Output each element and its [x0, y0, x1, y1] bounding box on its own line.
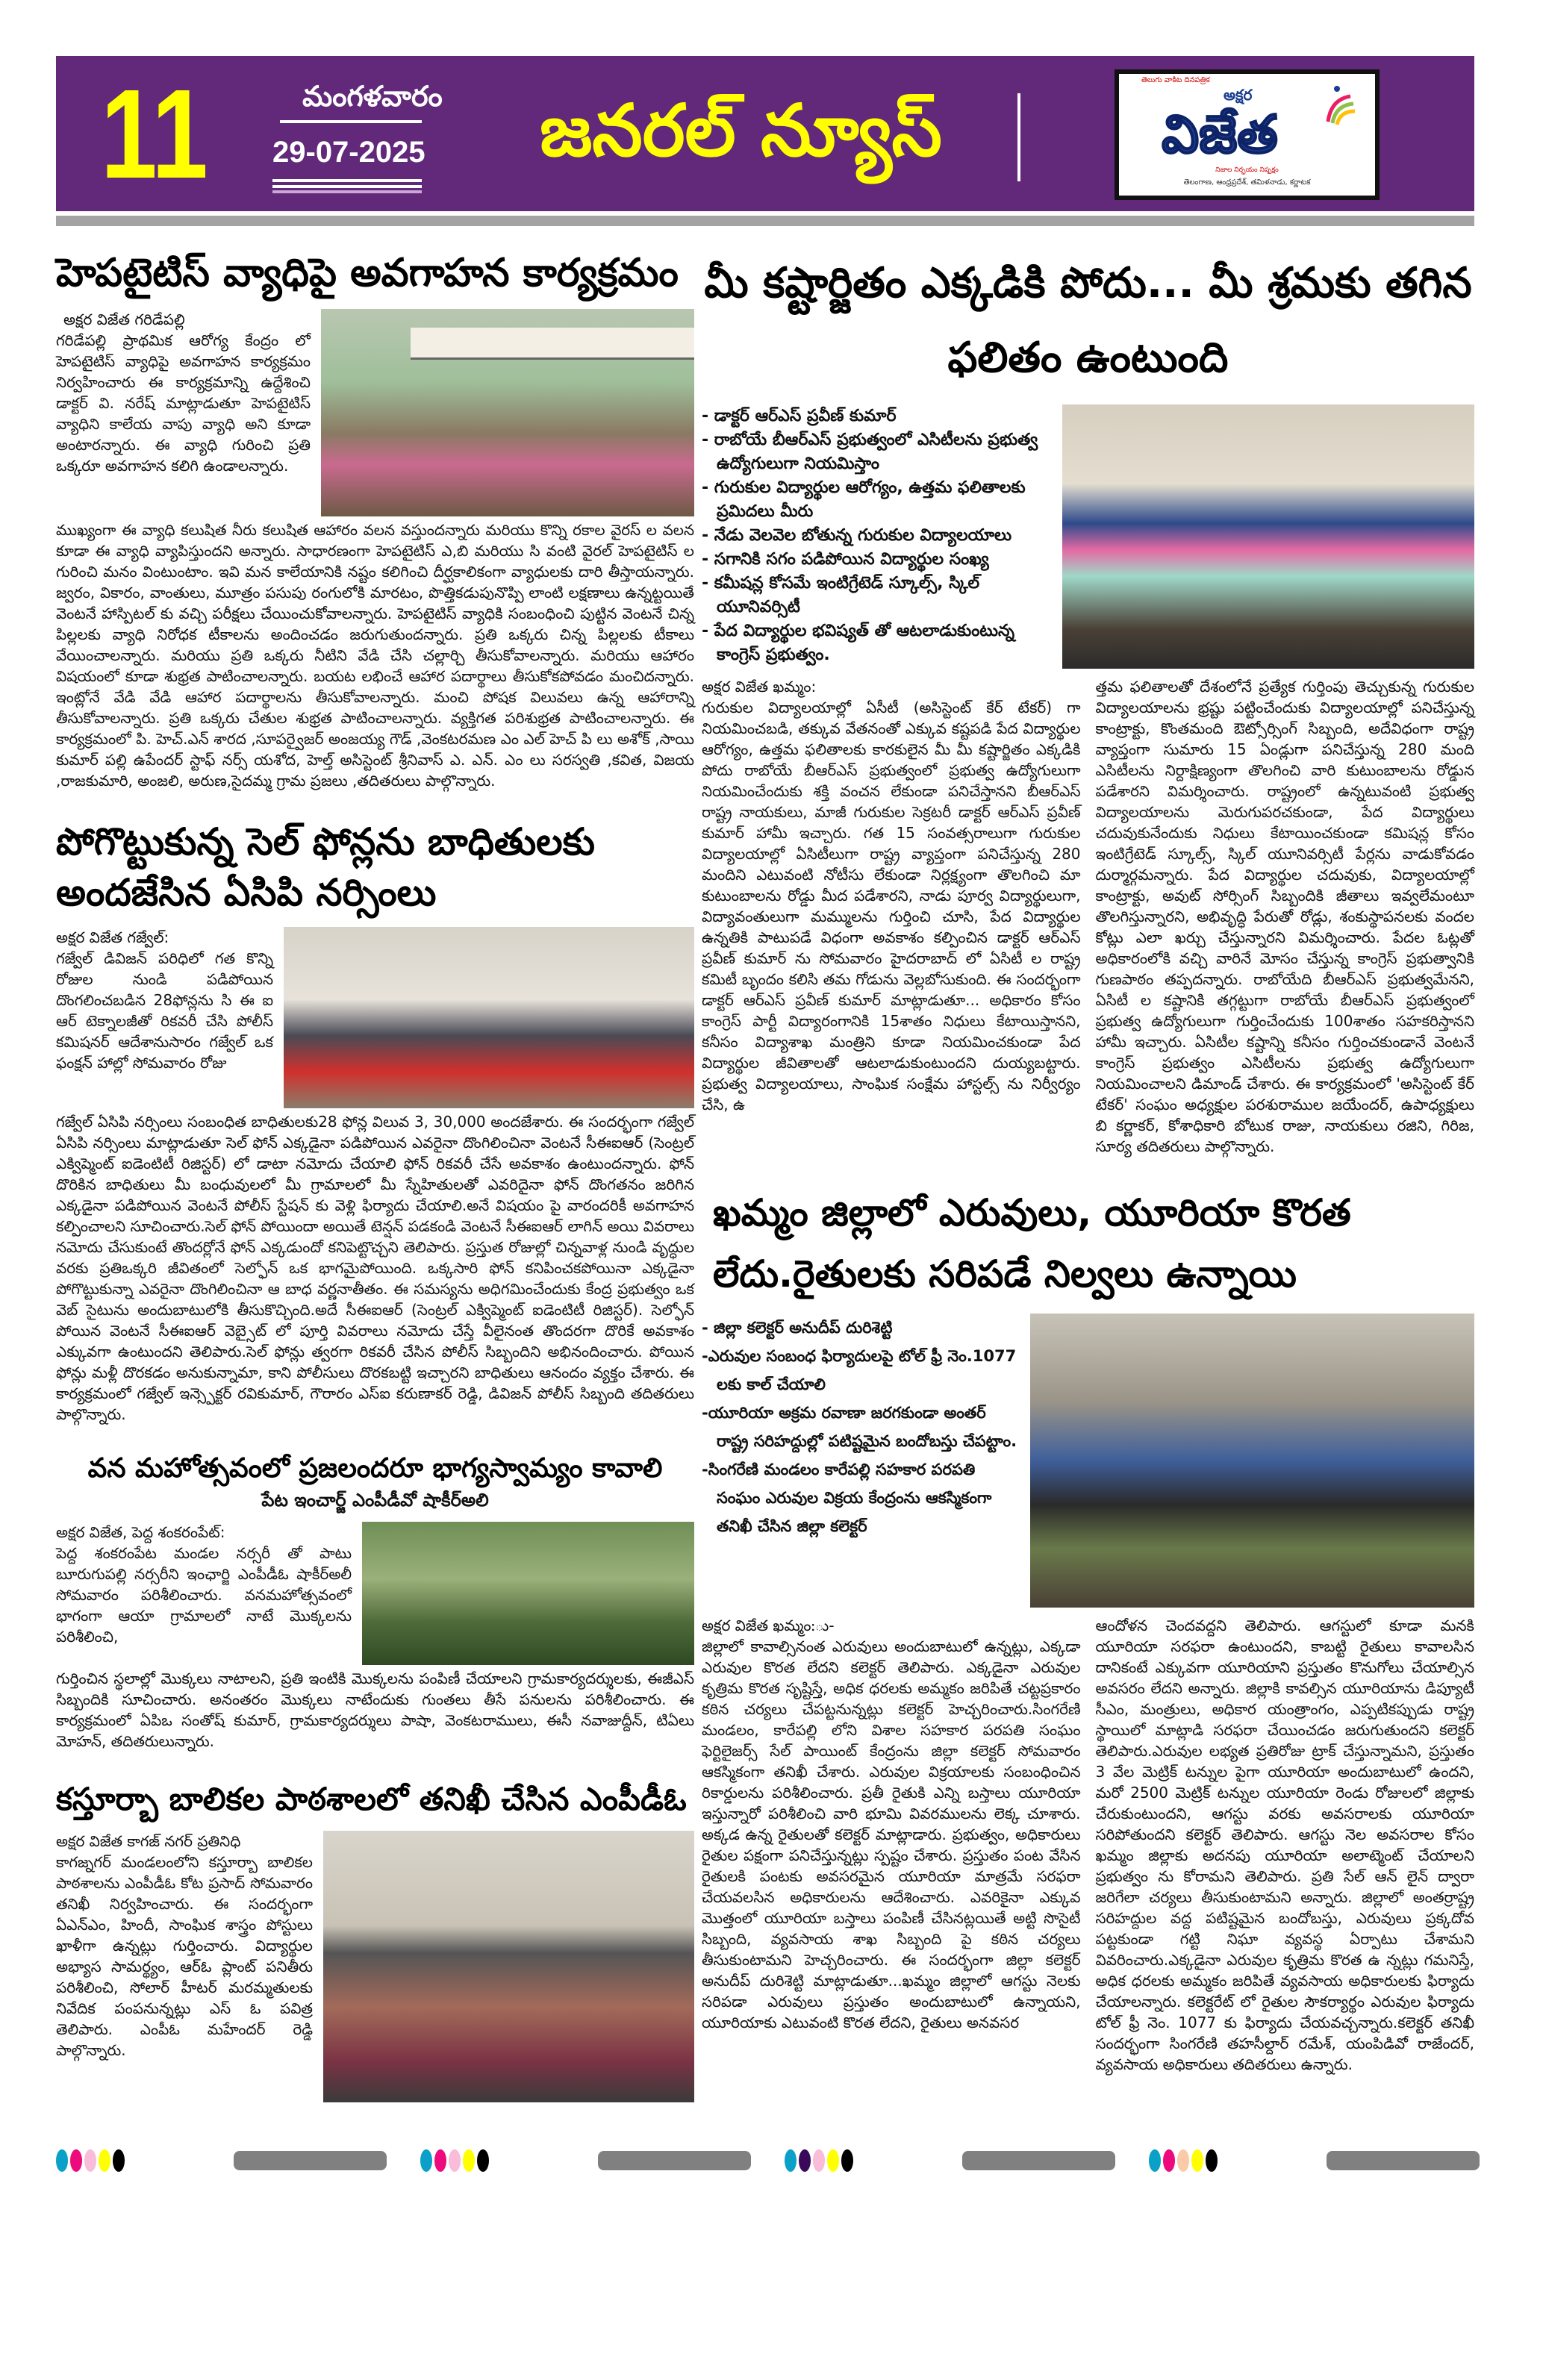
- article-photo: [1030, 1314, 1474, 1608]
- article-lead-row: [702, 1314, 1474, 1608]
- article-body: గుర్తించిన స్థలాల్లో మొక్కలు నాటాలని, ప్రతి ఇంటికి మొక్కలను పంపిణీ చేయాలని గ్రామకార్యదర్శులకు, ఈజీఎస్ సిబ్బందికి సూచించారు. అనంతరం మొక్కలు నాటేందుకు గుంతలు తీసే పనులను పరిశీలించారు. ఈ కార్యక్రమంలో ఏపిఒ సంతోష్ కుమార్, గ్రామకార్యదర్శులు పాషా, వెంకటరాములు, ఈసీ నవాజుద్దీన్, టిఏలు మోహన్, తదితరులున్నారు.: [56, 1670, 694, 1750]
- lead-text: గరిడేపల్లి ప్రాథమిక ఆరోగ్య కేంద్రం లో హెపటైటిస్ వ్యాధిపై అవగాహన కార్యక్రమం నిర్వహించారు ఈ కార్యక్రమాన్ని ఉద్దేశించి డాక్టర్ వి. నరేష్ మాట్లాడుతూ హెపటైటిస్ వ్యాధిని కాలేయ వాపు వ్యాధి అని కూడా అంటారన్నారు. ఈ వ్యాధి గురించి ప్రతి ఒక్కరూ అవగాహన కలిగి ఉండాలన్నారు.: [56, 331, 311, 475]
- dateline: అక్షర విజేత గజ్వేల్:: [56, 928, 169, 946]
- registration-dot: [1149, 2149, 1161, 2172]
- registration-bar: [962, 2151, 1115, 2170]
- section-title: జనరల్ న్యూస్: [540, 89, 942, 172]
- article-gurukul: [702, 246, 1474, 1157]
- body-text: గురుకుల విద్యాలయాల్లో ఏసీటీ (అసిస్టెంట్ కేర్ టేకర్) గా నియమించబడి, తక్కువ వేతనంతో ఎక్కువ కష్టపడి పేద విద్యార్థుల ఆరోగ్యం, ఉత్తమ ఫలితాలకు కారకులైన మీ మీ కష్టార్జితం ఎక్కడికి పోదు రాబోయే బీఆర్ఎస్ ప్రభుత్వంలో ప్రభుత్వ ఉద్యోగులుగా నియమించేందుకు శక్తి వంచన లేకుండా పనిచేస్తానని బీఆర్ఎస్ రాష్ట్ర నాయకులు, మాజీ గురుకుల సెక్రటరీ డాక్టర్ ఆర్ఎస్ ప్రవీణ్ కుమార్ హామీ ఇచ్చారు. గత 15 సంవత్సరాలుగా గురుకుల విద్యాలయాల్లో ఏసిటీలుగా రాష్ట్ర వ్యాప్తంగా పనిచేస్తున్న 280 మందిని ఎటువంటి నోటీసు లేకుండా నిర్లక్ష్యంగా తొలగించి మా కుటుంబాలను రోడ్డు మీద పడేశారని, నాడు పూర్వ విద్యార్థులుగా, విద్యావంతులుగా మమ్ములను గుర్తించి చూసి, పేద విద్యార్థుల ఉన్నతికి పాటుపడే విధంగా అవకాశం కల్పించిన డాక్టర్ ఆర్ఎస్ ప్రవీణ్ కుమార్ ను సోమవారం హైదరాబాద్ లో ఏసిటీ ల రాష్ట్ర కమిటీ బృందం కలిసి తమ గోడును వెల్లబోసుకుంది. ఈ సందర్భంగా డాక్టర్ ఆర్ఎస్ ప్రవీణ్ కుమార్ మాట్లాడుతూ... అధికారం కోసం కాంగ్రెస్ పార్టీ విద్యారంగానికి 15శాతం నిధులు కేటాయిస్తానని, కనీసం విద్యాశాఖ మంత్రిని కూడా నియమించకుండా పేద విద్యార్థుల జీవితాలతో ఆటలాడుకుంటుందని దుయ్యబట్టారు. ప్రభుత్వ విద్యాలయాలు, సాంఘిక సంక్షేమ హాస్టల్స్ ను నిర్వీర్యం చేసి, ఉ: [702, 699, 1081, 1114]
- highlight-item: -యూరియా అక్రమ రవాణా జరగకుండా అంతర్ రాష్ట్ర సరిహద్దుల్లో పటిష్టమైన బందోబస్తు చేపట్టాం.: [702, 1404, 1017, 1450]
- logo-brand-small: అక్షర: [1224, 86, 1253, 104]
- article-lead-row: [56, 927, 694, 1108]
- article-subhead: పేట ఇంచార్జ్ ఎంపీడీవో షాకీర్అలి: [261, 1490, 489, 1511]
- article-body-col2: త్తమ ఫలితాలతో దేశంలోనే ప్రత్యేక గుర్తింపు తెచ్చుకున్న గురుకుల విద్యాలయాలను భ్రష్టు పట్టించేందుకు విద్యాలయాల్లో పనిచేస్తున్న కాంట్రాక్టు, కొంతమంది ఔట్సోర్సింగ్ సిబ్బంది, అదేవిధంగా రాష్ట్ర వ్యాప్తంగా సుమారు 15 ఏండ్లుగా పనిచేస్తున్న 280 మంది ఎసిటీలను నిర్దాక్షిణ్యంగా తొలగించి వారి కుటుంబాలను రోడ్డున పడేశారని విమర్శించారు. రాష్ట్రంలో ఉన్నటువంటి ప్రభుత్వ విద్యాలయాలను మెరుగుపరచకుండా, పేద విద్యార్థులు చదువుకునేందుకు నిధులు కేటాయించకుండా కమిషన్ల కోసం ఇంటిగ్రేటెడ్ స్కూల్స్, స్కిల్ యూనివర్సిటీ పేర్లను వాడుకోవడం దుర్మార్గమన్నారు. పేద విద్యార్థుల చదువుకు, విద్యాలయాల్లో కాంట్రాక్టు, అవుట్ సోర్సింగ్ సిబ్బందికి జీతాలు ఇవ్వలేమంటూ తొలగిస్తున్నారని, అభివృద్ధి పేరుతో రోడ్లు, శంకుస్థాపనలకు వందల కోట్లు ఎలా ఖర్చు చేస్తున్నారని విమర్శించారు. పేదల ఓట్లతో అధికారంలోకి వచ్చి వారినే మోసం చేస్తున్న కాంగ్రెస్ ప్రభుత్వానికి గుణపాఠం తప్పదన్నారు. రాబోయేది బీఆర్ఎస్ ప్రభుత్వమేనని, ఏసిటీ ల కష్టానికి తగ్గట్టుగా రాబోయే బీఆర్ఎస్ ప్రభుత్వంలో ప్రభుత్వ ఉద్యోగులుగా గుర్తించేందుకు 100శాతం సహకరిస్తానని హామీ ఇచ్చారు. ఏసిటీల కష్టాన్ని కనీసం గుర్తించకుండానే వెంటనే కాంగ్రెస్ ప్రభుత్వం ఎసిటీలను ప్రభుత్వ ఉద్యోగులుగా నియమించాలని డిమాండ్ చేశారు. ఈ కార్యక్రమంలో 'అసిస్టెంట్ కేర్ టేకర్' సంఘం అధ్యక్షుల పరశురాముల జయేందర్, ఉపాధ్యక్షులు బి కర్ణాకర్, కోశాధికారి బోటుక రాజు, నాయకులు రజిని, గిరిజ, సూర్య తదితరులు పాల్గొన్నారు.: [1095, 678, 1474, 1155]
- highlight-item: - సగానికి సగం పడిపోయిన విద్యార్థుల సంఖ్య: [702, 550, 989, 569]
- registration-dot: [1191, 2149, 1203, 2172]
- article-vanamahotsavam: [56, 1450, 694, 1752]
- article-fertilizer: [702, 1182, 1474, 2075]
- highlight-item: - జిల్లా కలెక్టర్ అనుదీప్ దురిశెట్టి: [702, 1319, 893, 1337]
- article-photo: [362, 1522, 694, 1665]
- body-text: కాగజ్నగర్ మండలంలోని కస్తూర్బా బాలికల పాఠశాలను ఎంపీడీఓ కోట ప్రసాద్ సోమవారం తనిఖీ నిర్వహించారు. ఈ సందర్భంగా ఏఎన్ఎం, హిందీ, సాంఘిక శాస్త్రం పోస్టులు ఖాళీగా ఉన్నట్లు గుర్తించారు. విద్యార్థుల అభ్యాస సామర్థ్యం, ఆర్ఓ ప్లాంట్ పనితీరు పరిశీలించి, సోలార్ హీటర్ మరమ్మతులకు నివేదిక పంపనున్నట్లు ఎస్ ఓ పవిత్ర తెలిపారు. ఎంపీఓ మహేందర్ రెడ్డి పాల్గొన్నారు.: [56, 1853, 313, 2059]
- article-lead-row: [702, 405, 1474, 669]
- article-photo: [1062, 405, 1474, 669]
- lead-text: పెద్ద శంకరంపేట మండల నర్సరీ తో పాటు బూరుగుపల్లి నర్సరీని ఇంఛార్జి ఎంపీడీఓ షాకీర్అలీ సోమవారం పరిశీలించారు. వనమహోత్సవంలో భాగంగా ఆయా గ్రామాలలో నాటే మొక్కలను పరిశీలించి,: [56, 1544, 352, 1646]
- highlight-item: - రాబోయే బీఆర్ఎస్ ప్రభుత్వంలో ఎసిటీలను ప్రభుత్వ ఉద్యోగులుగా నియమిస్తాం: [702, 431, 1038, 473]
- right-column: [702, 246, 1474, 2100]
- registration-dots: [56, 2149, 125, 2172]
- highlight-item: - డాక్టర్ ఆర్ఎస్ ప్రవీణ్ కుమార్: [702, 407, 897, 425]
- left-column: [56, 246, 694, 2131]
- registration-dot: [56, 2149, 68, 2172]
- logo-editions: తెలంగాణ, ఆంధ్రప్రదేశ్, తమిళనాడు, కర్ణాటక: [1183, 178, 1311, 187]
- article-kasturba: [56, 1777, 694, 2105]
- registration-dot: [785, 2149, 797, 2172]
- registration-dot: [449, 2149, 461, 2172]
- print-registration-strip: [56, 2146, 1474, 2176]
- registration-dot: [1163, 2149, 1175, 2172]
- registration-dots: [1149, 2149, 1218, 2172]
- article-cellphones: [56, 816, 694, 1425]
- highlight-item: -సింగరేణి మండలం కారేపల్లి సహకార పరపతి సంఘం ఎరువుల విక్రయ కేంద్రంను ఆకస్మికంగా తనిఖీ చేసిన జిల్లా కలెక్టర్: [702, 1461, 992, 1535]
- logo-tagline: తెలుగు వాకిట దినపత్రిక: [1141, 76, 1210, 84]
- registration-dot: [1206, 2149, 1218, 2172]
- logo-subtagline: నిజాల నిర్భయం నిష్పక్షం: [1215, 166, 1279, 174]
- dateline: అక్షర విజేత ఖమ్మం:ు-: [702, 1617, 835, 1634]
- lead-text: గజ్వేల్ డివిజన్ పరిధిలో గత కొన్ని రోజుల నుండి పడిపోయిన దొంగలించబడిన 28ఫోన్లను సి ఈ ఐ ఆర్ టెక్నాలజీతో రికవరీ చేసి పోలీస్ కమిషనర్ ఆదేశానుసారం గజ్వేల్ ఒక ఫంక్షన్ హాల్లో సోమవారం రోజు: [56, 949, 273, 1072]
- article-lead: [56, 309, 311, 476]
- dateline: అక్షర విజేత ఖమ్మం:: [702, 678, 817, 696]
- article-body-columns: [702, 676, 1474, 1157]
- registration-dot: [799, 2149, 811, 2172]
- article-lead: [56, 927, 273, 1073]
- weekday: మంగళవారం: [302, 80, 443, 113]
- dateline: అక్షర విజేత గరిడేపల్లి: [63, 310, 185, 328]
- article-highlights: [702, 405, 1052, 667]
- dateline: అక్షర విజేత కాగజ్ నగర్ ప్రతినిధి: [56, 1832, 241, 1850]
- article-headline: వన మహోత్సవంలో ప్రజలందరూ భాగ్యస్వామ్యం కావాలి: [87, 1453, 663, 1484]
- page-number: 11: [101, 63, 208, 205]
- body-text: జిల్లాలో కావాల్సినంత ఎరువులు అందుబాటులో ఉన్నట్లు, ఎక్కడా ఎరువుల కొరత లేదని కలెక్టర్ తెలిపారు. ఎక్కడైనా ఎరువుల కృత్రిమ కొరత సృష్టిస్తే, అధిక ధరలకు అమ్మకం జరిపితే చట్టప్రకారం కఠిన చర్యలు చేపట్టనున్నట్లు కలెక్టర్ హెచ్చరించారు.సింగరేణి మండలం, కారేపల్లి లోని విశాల సహకార పరపతి సంఘం ఫెర్టిలైజర్స్ సేల్ పాయింట్ కేంద్రంను జిల్లా కలెక్టర్ సోమవారం ఆకస్మికంగా తనిఖీ చేశారు. ఎరువుల విక్రయాలకు సంబంధించిన రికార్డులను పరిశీలించారు. ప్రతీ రైతుకి ఎన్ని బస్తాలు యూరియా ఇస్తున్నారో పరిశీలించి వారి భూమి వివరములను లెక్క చూశారు. అక్కడ ఉన్న రైతులతో కలెక్టర్ మాట్లాడారు. ప్రభుత్వం, అధికారులు రైతుల పక్షంగా పనిచేస్తున్నట్లు స్పష్టం చేశారు. ప్రస్తుతం పంట వేసిన రైతులకి పంటకు అవసరమైన యూరియా మాత్రమే సరఫరా చేయవలసిన అధికారులను ఆదేశించారు. ఎవరికైనా ఎక్కువ మొత్తంలో యూరియా బస్తాలు పంపిణీ చేసినట్లయితే అట్టి సొసైటీ సిబ్బంది, వ్యవసాయ శాఖ సిబ్బంది పై కఠిన చర్యలు తీసుకుంటామని హెచ్చరించారు. ఈ సందర్భంగా జిల్లా కలెక్టర్ అనుదీప్ దురిశెట్టి మాట్లాడుతూ...ఖమ్మం జిల్లాలో ఆగస్టు నెలకు సరిపడా ఎరువులు ప్రస్తుతం అందుబాటులో ఉన్నాయని, యూరియాకు ఎటువంటి కొరత లేదని, రైతులు అనవసర: [702, 1637, 1081, 2031]
- registration-bar: [234, 2151, 387, 2170]
- registration-dots: [785, 2149, 853, 2172]
- article-highlights: [702, 1314, 1020, 1540]
- article-headline: కస్తూర్బా బాలికల పాఠశాలలో తనిఖీ చేసిన ఎంపీడీఓ: [56, 1781, 687, 1817]
- logo-brand: విజేత: [1162, 104, 1278, 165]
- registration-dot: [99, 2149, 110, 2172]
- article-lead: [56, 1522, 352, 1647]
- article-hepatitis: [56, 246, 694, 791]
- article-body: ముఖ్యంగా ఈ వ్యాధి కలుషిత నీరు కలుషిత ఆహారం వలన వస్తుందన్నారు మరియు కొన్ని రకాల వైరస్ ల వలన కూడా ఈ వ్యాధి వ్యాపిస్తుందని అన్నారు. సాధారణంగా హెపటైటిస్ ఎ,బి మరియు సి వంటి వైరల్ హెపటైటిస్ ల గురించి మనం వింటుంటాం. ఇవి మన కాలేయానికి నష్టం కలిగించి దీర్ఘకాలికంగా వ్యాధులకు దారి తీస్తాయన్నారు. జ్వరం, వికారం, వాంతులు, మూత్రం పసుపు రంగులోకి మారటం, పొత్తికడుపునొప్పి లాంటి లక్షణాలు ఉన్నట్టయితే వెంటనే హాస్పిటల్ కు వచ్చి పరీక్షలు చేయించుకోవాలన్నారు. హెపటైటిస్ వ్యాధికి సంబంధించి పుట్టిన వెంటనే చిన్న పిల్లలకు వ్యాధి నిరోధక టీకాలను అందించడం జరుగుతుందన్నారు. ప్రతి ఒక్కరు చిన్న పిల్లలకు టీకాలు వేయించాలన్నారు. మరియు ప్రతి ఒక్కరు నీటిని వేడి చేసి చల్లార్చి తీసుకోవాలన్నారు. మరియు ఆహారం విషయంలో కూడా శుభ్రత పాటించాలన్నారు. బయట లభించే ఆహార పదార్థాలు తీసుకోకపోవడం మంచిదన్నారు. ఇంట్లోనే వేడి వేడి ఆహార పదార్థాలను తీసుకోవాలన్నారు. మంచి పోషక విలువలు ఉన్న ఆహారాన్ని తీసుకోవాలన్నారు. ప్రతి ఒక్కరు చేతుల శుభ్రత పాటించాలన్నారు. వ్యక్తిగత పరిశుభ్రత పాటించాలన్నారు. ఈ కార్యక్రమంలో పి. హెచ్.ఎన్ శారద ,సూపర్వైజర్ అంజయ్య గౌడ్ ,వెంకటరమణ ఎం ఎల్ హెచ్ పి లు అశోక్ ,సాయి కుమార్ పల్లి ఉపేందర్ స్టాఫ్ నర్స్ యశోద, హెల్త్ అసిస్టెంట్ శ్రీనివాస్ ఎ. ఎన్. ఎం లు సరస్వతి ,కవిత, విజయ ,రాజకుమారి, అంజలి, అరుణ,సైదమ్మ గ్రామ ప్రజలు ,తదితరులు పాల్గొన్నారు.: [56, 521, 694, 790]
- registration-dot: [113, 2149, 125, 2172]
- registration-bar: [1327, 2151, 1480, 2170]
- article-body-col2: ఆందోళన చెందవద్దని తెలిపారు. ఆగస్టులో కూడా మనకి యూరియా సరఫరా ఉంటుందని, కాబట్టి రైతులు కావాలసిన దానికంటే ఎక్కువగా యూరియాని ప్రస్తుతం కొనుగోలు చేయాల్సిన అవసరం లేదని అన్నారు. జిల్లాకి కావల్సిన యూరియాను డిప్యూటీ సీఎం, మంత్రులు, అధికార యంత్రాంగం, ఎప్పటికప్పుడు రాష్ట్ర స్థాయిలో మాట్లాడి సరఫరా చేయించడం జరుగుతుందని కలెక్టర్ తెలిపారు.ఎరువుల లభ్యత ప్రతిరోజు ట్రాక్ చేస్తున్నామని, ప్రస్తుతం 3 వేల మెట్రిక్ టన్నుల పైగా యూరియా అందుబాటులో ఉందని, మరో 2500 మెట్రిక్ టన్నుల యూరియా రెండు రోజులలో జిల్లాకు చేరుకుంటుందని, ఆగస్టు వరకు అవసరాలకు యూరియా సరిపోతుందని కలెక్టర్ తెలిపారు. ఆగస్టు నెల అవసరాల కోసం ఖమ్మం జిల్లాకు అదనపు యూరియా అలాట్మెంట్ చేయాలని ప్రభుత్వం ను కోరామని తెలిపారు. ప్రతి సేల్ ఆన్ లైన్ ద్వారా జరిగేలా చర్యలు తీసుకుంటామని అన్నారు. జిల్లాలో అంతర్రాష్ట్ర సరిహద్దుల వద్ద పటిష్టమైన బందోబస్తు, ఎరువులు ప్రక్కదోవ పట్టకుండా గట్టి నిఘా వ్యవస్థ ఏర్పాటు చేశామని వివరించారు.ఎక్కడైనా ఎరువుల కృత్రిమ కొరత ఉ న్నట్లు గమనిస్తే, అధిక ధరలకు అమ్మకం జరిపితే వ్యవసాయ అధికారులకు ఫిర్యాదు చేయాలన్నారు. కలెక్టరేట్ లో రైతుల సౌకర్యార్థం ఎరువుల ఫిర్యాదు టోల్ ఫ్రీ నెం. 1077 కు ఫిర్యాదు చేయవచ్చన్నారు.కలెక్టర్ తనిఖీ సందర్భంగా సింగరేణి తహసీల్దార్ రమేశ్, యంపిడివో రాజేందర్, వ్యవసాయ అధికారులు తదితరులు ఉన్నారు.: [1095, 1617, 1474, 2073]
- article-photo: [284, 927, 694, 1108]
- registration-dot: [813, 2149, 825, 2172]
- photo-building-sign: [411, 328, 694, 360]
- registration-dot: [463, 2149, 475, 2172]
- registration-dot: [84, 2149, 96, 2172]
- issue-date: 29-07-2025: [272, 136, 426, 169]
- article-headline: మీ కష్టార్జితం ఎక్కడికి పోదు... మీ శ్రమకు తగిన ఫలితం ఉంటుంది: [704, 259, 1472, 382]
- article-lead-row: [56, 1522, 694, 1665]
- article-lead-row: [56, 309, 694, 516]
- registration-dot: [827, 2149, 839, 2172]
- article-body: గజ్వేల్ ఏసిపి నర్సింలు సంబంధిత బాధితులకు28 ఫోన్ల విలువ 3, 30,000 అందజేశారు. ఈ సందర్భంగా గజ్వేల్ ఏసిపి నర్సింలు మాట్లాడుతూ సెల్ ఫోన్ ఎక్కడైనా పడిపోయిన ఎవరైనా దొంగిలించినా వెంటనే సీఈఐఆర్ (సెంట్రల్ ఎక్విప్మెంట్ ఐడెంటిటీ రిజిస్టర్) లో డాటా నమోదు చేయాలి ఫోన్ రికవరీ చేసే అవకాశం ఉంటుందన్నారు. ఫోన్ దొరికిన బాధితులు మీ బంధువులలో మీ గ్రామాలలో మీ స్నేహితులతో ఎవరిదైనా ఫోన్ దొంగతనం జరిగిన ఎక్కడైనా పడిపోయిన వెంటనే పోలీస్ స్టేషన్ కు వెళ్లి ఫిర్యాదు చేయాలి.అనే విషయం పై వారందరికీ అవగాహన కల్పించాలని సూచించారు.సెల్ ఫోన్ పోయిందా అయితే టెన్షన్ పడకండి వెంటనే సీఈఐఆర్ లాగిన్ అయి వివరాలు నమోదు చేసుకుంటే తొందర్లోనే ఫోన్ ఎక్కడుందో కనిపెట్టొచ్చని తెలిపారు. ప్రస్తుత రోజుల్లో చిన్నవాళ్ల నుండి వృద్ధుల వరకు ప్రతిఒక్కరి జీవితంలో సెల్ఫోన్ ఒక భాగమైపోయింది. ఒక్కసారి ఫోన్ కనిపించకపోయినా ఎక్కడైనా పోగొట్టుకున్నా ఎవరైనా దొంగిలించినా ఆ బాధ వర్ణనాతీతం. ఈ సమస్యను అధిగమించేందుకు కేంద్ర ప్రభుత్వం ఒక వెబ్ సైటును అందుబాటులోకి తీసుకొచ్చింది.అదే సీఈఐఆర్ (సెంట్రల్ ఎక్విప్మెంట్ ఐడెంటిటీ రిజిస్టర్). సెల్ఫోన్ పోయిన వెంటనే సీఈఐఆర్ వెబ్సైట్ లో పూర్తి వివరాలు నమోదు చేస్తే వీలైనంత తొందరగా దొరికే అవకాశం ఎక్కువగా ఉంటుందని తెలిపారు.సెల్ ఫోన్లు త్వరగా రికవరీ చేసిన పోలీస్ సిబ్బందిని అభినందించారు. పోయిన ఫోన్లు మళ్లీ దొరకడం అనుకున్నామా, కాని పోలీసులు దొరకబట్టి ఇచ్చారని బాధితులు ఆనందం వ్యక్తం చేశారు. ఈ కార్యక్రమంలో గజ్వేల్ ఇన్స్పెక్టర్ రవికుమార్, గౌరారం ఎస్ఐ కరుణాకర్ రెడ్డి, డివిజన్ పోలీస్ సిబ్బంది తదితరులు పాల్గొన్నారు.: [56, 1113, 694, 1423]
- article-photo: [321, 309, 694, 516]
- registration-dot: [477, 2149, 489, 2172]
- article-photo: [323, 1831, 694, 2102]
- page-content: [56, 0, 1474, 2131]
- article-lead-row: [56, 1831, 694, 2102]
- highlight-item: -ఎరువుల సంబంధ ఫిర్యాదులపై టోల్ ఫ్రీ నెం.1077 లకు కాల్ చేయాలి: [702, 1347, 1017, 1393]
- dateline: అక్షర విజేత, పెద్ద శంకరంపేట్:: [56, 1523, 225, 1541]
- registration-bar: [598, 2151, 751, 2170]
- registration-dot: [420, 2149, 432, 2172]
- article-body-col1: [702, 676, 1081, 1157]
- highlight-item: - గురుకుల విద్యార్థుల ఆరోగ్యం, ఉత్తమ ఫలితాలకు ప్రమిదలు మీరు: [702, 478, 1026, 521]
- registration-dot: [841, 2149, 853, 2172]
- article-body-col1: [702, 1615, 1081, 2075]
- registration-dot: [70, 2149, 82, 2172]
- highlight-item: - పేద విద్యార్థుల భవిష్యత్ తో ఆటలాడుకుంటున్న కాంగ్రెస్ ప్రభుత్వం.: [702, 622, 1014, 664]
- highlight-item: - నేడు వెలవెల బోతున్న గురుకుల విద్యాలయాలు: [702, 526, 1012, 545]
- highlight-item: - కమీషన్ల కోసమే ఇంటిగ్రేటెడ్ స్కూల్స్, స్కిల్ యూనివర్సిటీ: [702, 574, 980, 616]
- article-body-columns: [702, 1615, 1474, 2075]
- registration-dots: [420, 2149, 489, 2172]
- article-headline: ఖమ్మం జిల్లాలో ఎరువులు, యూరియా కొరత లేదు.రైతులకు సరిపడే నిల్వలు ఉన్నాయి: [713, 1191, 1351, 1296]
- registration-dot: [434, 2149, 446, 2172]
- article-body-block: [56, 1831, 313, 2061]
- registration-dot: [1177, 2149, 1189, 2172]
- article-headline: హెపటైటిస్ వ్యాధిపై అవగాహన కార్యక్రమం: [56, 251, 679, 296]
- article-headline: పోగొట్టుకున్న సెల్ ఫోన్లను బాధితులకు అందజేసిన ఏసిపి నర్సింలు: [56, 820, 595, 914]
